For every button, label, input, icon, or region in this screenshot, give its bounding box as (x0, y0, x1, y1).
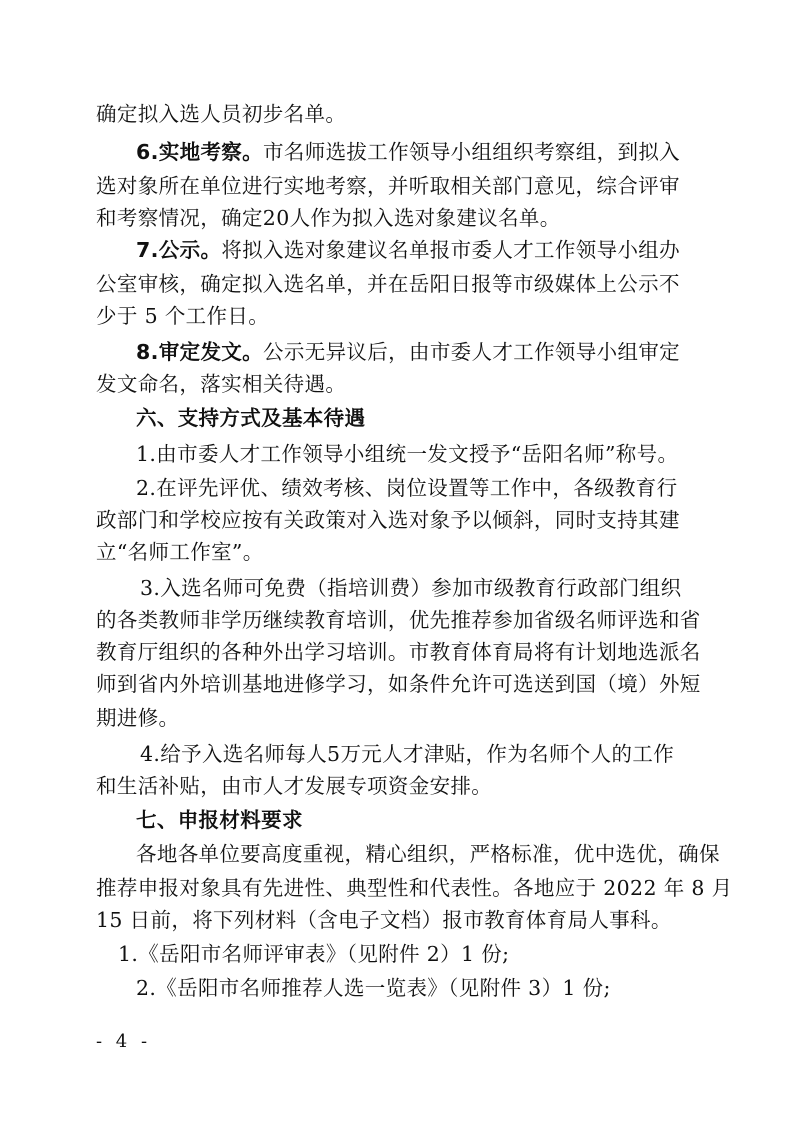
text-line: 2.在评先评优、绩效考核、岗位设置等工作中，各级教育行 (136, 476, 678, 500)
text-span: 将拟入选对象建议名单报市委人才工作领导小组办 (221, 238, 681, 262)
text-line: 4.给予入选名师每人5万元人才津贴，作为名师个人的工作 (140, 742, 675, 766)
section-heading: 七、申报材料要求 (136, 808, 303, 832)
text-line: 发文命名，落实相关待遇。 (96, 372, 347, 396)
paragraph-line (136, 236, 702, 264)
text-line: 师到省内外培训基地进修学习，如条件允许可选送到国（境）外短 (96, 672, 701, 696)
section-heading: 六、支持方式及基本待遇 (136, 406, 366, 430)
text-line: 15 日前，将下列材料（含电子文档）报市教育体育局人事科。 (96, 908, 672, 932)
paragraph-line (136, 138, 702, 166)
text-line: 各地各单位要高度重视，精心组织，严格标准，优中选优，确保 (136, 842, 720, 866)
text-span: 市名师选拔工作领导小组组织考察组，到拟入 (263, 140, 681, 164)
step-heading: 7.公示。 (136, 238, 222, 262)
text-line: 和考察情况，确定20人作为拟入选对象建议名单。 (96, 206, 561, 230)
step-heading: 6.实地考察。 (136, 140, 264, 164)
text-line: 确定拟入选人员初步名单。 (96, 102, 347, 126)
text-line: 的各类教师非学历继续教育培训，优先推荐参加省级名师评选和省 (96, 608, 701, 632)
text-line: 1.由市委人才工作领导小组统一发文授予“岳阳名师”称号。 (136, 442, 679, 466)
text-line: 期进修。 (96, 706, 180, 730)
text-line: 1.《岳阳市名师评审表》（见附件 2）1 份; (118, 942, 510, 966)
text-line: 政部门和学校应按有关政策对入选对象予以倾斜，同时支持其建 (96, 508, 680, 532)
paragraph-line (136, 338, 702, 366)
text-line: 教育厅组织的各种外出学习培训。市教育体育局将有计划地选派名 (96, 640, 701, 664)
text-line: 选对象所在单位进行实地考察，并听取相关部门意见，综合评审 (96, 174, 680, 198)
text-line: 2.《岳阳市名师推荐人选一览表》（见附件 3）1 份; (136, 976, 611, 1000)
text-line: 立“名师工作室”。 (96, 540, 264, 564)
text-line: 推荐申报对象具有先进性、典型性和代表性。各地应于 2022 年 8 月 (96, 876, 733, 900)
text-line: 3.入选名师可免费（指培训费）参加市级教育行政部门组织 (140, 576, 682, 600)
text-line: 公室审核，确定拟入选名单，并在岳阳日报等市级媒体上公示不 (96, 272, 680, 296)
text-line: 少于 5 个工作日。 (96, 304, 270, 328)
page-number: - 4 - (96, 1031, 152, 1052)
text-line: 和生活补贴，由市人才发展专项资金安排。 (96, 774, 493, 798)
step-heading: 8.审定发文。 (136, 340, 264, 364)
text-span: 公示无异议后，由市委人才工作领导小组审定 (263, 340, 681, 364)
